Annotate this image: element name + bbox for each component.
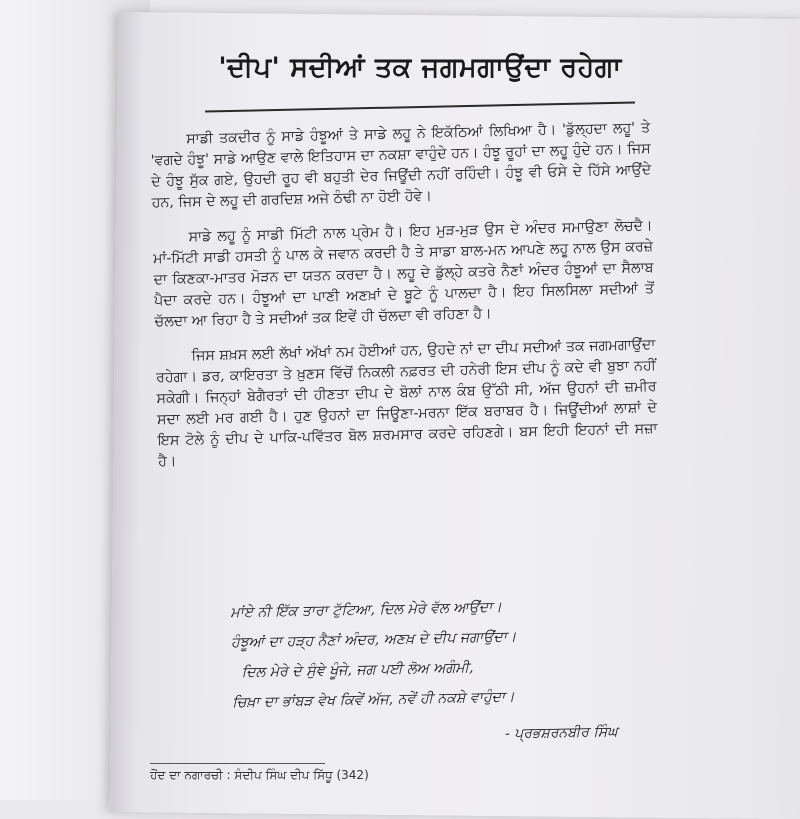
paragraph: ਸਾਡੇ ਲਹੂ ਨੂੰ ਸਾਡੀ ਮਿੱਟੀ ਨਾਲ ਪ੍ਰੇਮ ਹੈ। ਇਹ ਮੁੜ-ਮੁੜ ਉਸ ਦੇ ਅੰਦਰ ਸਮਾਉਣਾ ਲੋਚਦੈ। ਮਾਂ-ਮਿੱਟੀ ਸਾਡੀ ਹਸਤੀ ਨੂੰ ਪਾਲ ਕੇ ਜਵਾਨ ਕਰਦੀ ਹੈ ਤੇ ਸਾਡਾ ਬਾਲ-ਮਨ ਆਪਣੇ ਲਹੂ ਨਾਲ ਉਸ ਕਰਜ਼ੇ ਦਾ ਕਿਣਕਾ-ਮਾਤਰ ਮੋੜਨ ਦਾ ਯਤਨ ਕਰਦਾ ਹੈ। ਲਹੂ ਦੇ ਡੁੱਲ੍ਹੇ ਕਤਰੇ ਨੈਣਾਂ ਅੰਦਰ ਹੰਝੂਆਂ ਦਾ ਸੈਲਾਬ ਪੈਦਾ ਕਰਦੇ ਹਨ। ਹੰਝੂਆਂ ਦਾ ਪਾਣੀ ਅਣਖ਼ਾਂ ਦੇ ਬੂਟੇ ਨੂੰ ਪਾਲਦਾ ਹੈ। ਇਹ ਸਿਲਸਿਲਾ ਸਦੀਆਂ ਤੋਂ ਚੱਲਦਾ ਆ ਰਿਹਾ ਹੈ ਤੇ ਸਦੀਆਂ ਤਕ ਇਵੇਂ ਹੀ ਚੱਲਦਾ ਵੀ ਰਹਿਣਾ ਹੈ। [152,217,655,330]
poem-line: ਚਿਖ਼ਾ ਦਾ ਭਾਂਬੜ ਵੇਖ ਕਿਵੇਂ ਅੱਜ, ਨਵੇਂ ਹੀ ਨਕਸ਼ੇ ਵਾਹੁੰਦਾ। [232,689,515,711]
poem-line: ਮਾਂਏ ਨੀ ਇੱਕ ਤਾਰਾ ਟੁੱਟਿਆ, ਦਿਲ ਮੇਰੇ ਵੱਲ ਆਉਂਦਾ। [230,599,502,621]
article-body [150,118,659,487]
poem-author: - ਪ੍ਰਭਸ਼ਰਨਬੀਰ ਸਿੰਘ [504,724,618,742]
footer-rule [150,763,325,764]
poem-line: ਹੰਝੂਆਂ ਦਾ ਹੜ੍ਹ ਨੈਣਾਂ ਅੰਦਰ, ਅਣਖ਼ ਦੇ ਦੀਪ ਜਗਾਉਂਦਾ। [230,629,517,651]
poem [230,588,712,718]
page-number: (342) [336,768,369,782]
page-footer [150,768,369,783]
paragraph: ਜਿਸ ਸ਼ਖ਼ਸ ਲਈ ਲੱਖਾਂ ਅੱਖਾਂ ਨਮ ਹੋਈਆਂ ਹਨ, ਉਹਦੇ ਨਾਂ ਦਾ ਦੀਪ ਸਦੀਆਂ ਤਕ ਜਗਮਗਾਉਂਦਾ ਰਹੇਗਾ। ਡਰ, ਕਾਇਰਤਾ ਤੇ ਖ਼ੁਣਸ ਵਿੱਚੋਂ ਨਿਕਲੀ ਨਫ਼ਰਤ ਦੀ ਹਨੇਰੀ ਇਸ ਦੀਪ ਨੂੰ ਕਦੇ ਵੀ ਬੁਝਾ ਨਹੀਂ ਸਕੇਗੀ। ਜਿਨ੍ਹਾਂ ਬੇਗੈਰਤਾਂ ਦੀ ਹੀਣਤਾ ਦੀਪ ਦੇ ਬੋਲਾਂ ਨਾਲ ਕੰਬ ਉੱਠੀ ਸੀ, ਅੱਜ ਉਹਨਾਂ ਦੀ ਜ਼ਮੀਰ ਸਦਾ ਲਈ ਮਰ ਗਈ ਹੈ। ਹੁਣ ਉਹਨਾਂ ਦਾ ਜਿਊਣਾ-ਮਰਨਾ ਇੱਕ ਬਰਾਬਰ ਹੈ। ਜਿਊਂਦੀਆਂ ਲਾਸ਼ਾਂ ਦੇ ਇਸ ਟੋਲੇ ਨੂੰ ਦੀਪ ਦੇ ਪਾਕਿ-ਪਵਿੱਤਰ ਬੋਲ ਸ਼ਰਮਸਾਰ ਕਰਦੇ ਰਹਿਣਗੇ। ਬਸ ਇਹੀ ਇਹਨਾਂ ਦੀ ਸਜ਼ਾ ਹੈ। [155,336,658,470]
footer-book-title: ਹੋਂਦ ਦਾ ਨਗਾਰਚੀ : ਸੰਦੀਪ ਸਿੰਘ ਦੀਪ ਸਿੱਧੂ [150,768,333,782]
paragraph: ਸਾਡੀ ਤਕਦੀਰ ਨੂੰ ਸਾਡੇ ਹੰਝੂਆਂ ਤੇ ਸਾਡੇ ਲਹੂ ਨੇ ਇਕੱਠਿਆਂ ਲਿਖਿਆ ਹੈ। 'ਡੁੱਲ੍ਹਦਾ ਲਹੂ' ਤੇ 'ਵਗਦੇ ਹੰਝੂ' ਸਾਡੇ ਆਉਣ ਵਾਲੇ ਇਤਿਹਾਸ ਦਾ ਨਕਸ਼ਾ ਵਾਹੁੰਦੇ ਹਨ। ਹੰਝੂ ਰੂਹਾਂ ਦਾ ਲਹੂ ਹੁੰਦੇ ਹਨ। ਜਿਸ ਦੇ ਹੰਝੂ ਸੁੱਕ ਗਏ, ਉਹਦੀ ਰੂਹ ਵੀ ਬਹੁਤੀ ਦੇਰ ਜਿਊਂਦੀ ਨਹੀਂ ਰਹਿੰਦੀ। ਹੰਝੂ ਵੀ ਓਸੇ ਦੇ ਹਿੱਸੇ ਆਉਂਦੇ ਹਨ, ਜਿਸ ਦੇ ਲਹੂ ਦੀ ਗਰਦਿਸ਼ ਅਜੇ ਠੰਢੀ ਨਾ ਹੋਈ ਹੋਵੇ। [150,119,652,211]
page-title: 'ਦੀਪ' ਸਦੀਆਂ ਤਕ ਜਗਮਗਾਉਂਦਾ ਰਹੇਗਾ [218,52,622,83]
poem-line: ਦਿਲ ਮੇਰੇ ਦੇ ਸੁੰਞੇ ਖੂੰਜੇ, ਜਗ ਪਈ ਲੋਅ ਅਗੰਮੀ, [241,659,474,681]
